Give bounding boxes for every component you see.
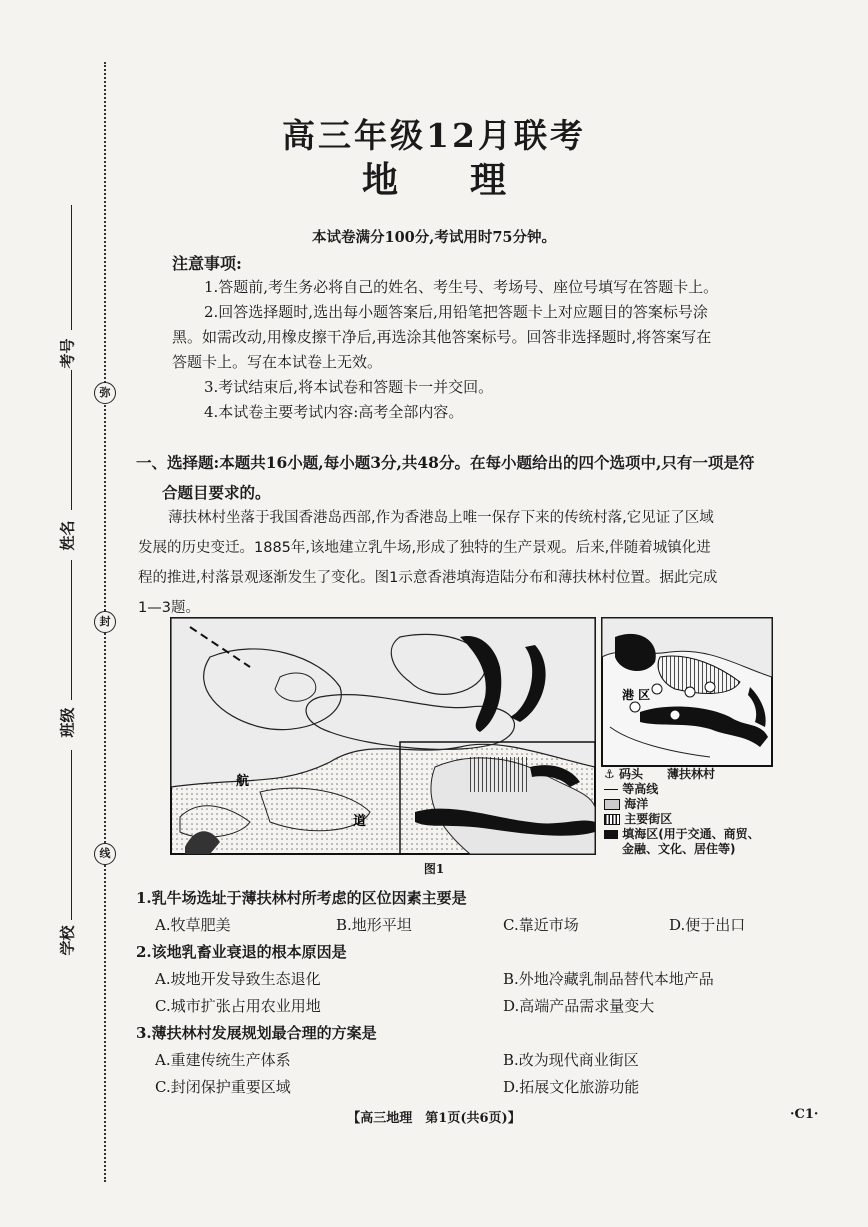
legend-reclaim <box>604 827 760 842</box>
option: B.外地冷藏乳制品替代本地产品 <box>503 970 714 988</box>
option: A.重建传统生产体系 <box>155 1051 291 1069</box>
option: D.拓展文化旅游功能 <box>503 1078 640 1096</box>
map-label-dao: 道 <box>353 814 367 829</box>
passage-line: 发展的历史变迁。1885年,该地建立乳牛场,形成了独特的生产景观。后来,伴随着城镇化进 <box>138 540 711 556</box>
paper-code: ·C1· <box>790 1107 819 1122</box>
passage-line: 1—3题。 <box>138 600 200 616</box>
section-line: 合题目要求的。 <box>162 483 271 502</box>
question-stem: 1.乳牛场选址于薄扶林村所考虑的区位因素主要是 <box>136 889 467 907</box>
seal-mi: 弥 <box>94 382 116 404</box>
notice-item: 4.本试卷主要考试内容:高考全部内容。 <box>204 403 464 421</box>
legend-street <box>604 812 760 827</box>
seal-feng: 封 <box>94 611 116 633</box>
street-symbol <box>604 814 620 825</box>
figure-caption: 图1 <box>423 862 445 876</box>
label-name: 姓名 <box>58 520 77 551</box>
section-line: 一、选择题:本题共16小题,每小题3分,共48分。在每小题给出的四个选项中,只有一项是符 <box>136 453 755 472</box>
notice-item: 3.考试结束后,将本试卷和答题卡一并交回。 <box>204 378 494 396</box>
option: B.地形平坦 <box>336 916 412 934</box>
notice-item: 答题卡上。写在本试卷上无效。 <box>172 353 383 371</box>
legend-reclaim-label: 填海区(用于交通、商贸、 <box>622 827 760 841</box>
pier-icon <box>685 687 695 697</box>
passage <box>138 503 818 623</box>
pier-icon <box>652 684 662 694</box>
exam-title: 高三年级12月联考 <box>282 116 586 155</box>
legend-street-label: 主要街区 <box>624 812 673 826</box>
legend-ocean-label: 海洋 <box>624 797 649 811</box>
map-label-gangqu: 港 区 <box>622 688 651 702</box>
option: D.高端产品需求量变大 <box>503 997 655 1015</box>
line-school <box>71 750 72 920</box>
legend-contour <box>604 782 760 797</box>
reclaim-symbol <box>604 830 618 839</box>
label-examno: 考号 <box>58 338 77 369</box>
label-class: 班级 <box>58 707 77 738</box>
legend-contour-label: 等高线 <box>622 782 659 796</box>
option: C.封闭保护重要区域 <box>155 1078 291 1096</box>
exam-info: 本试卷满分100分,考试用时75分钟。 <box>312 229 556 246</box>
passage-line: 程的推进,村落景观逐渐发生了变化。图1示意香港填海造陆分布和薄扶林村位置。据此完成 <box>138 570 718 586</box>
option: A.坡地开发导致生态退化 <box>155 970 321 988</box>
option: C.城市扩张占用农业用地 <box>155 997 321 1015</box>
line-examno <box>71 205 72 330</box>
ocean-symbol <box>604 799 620 810</box>
notice-item: 1.答题前,考生务必将自己的姓名、考生号、考场号、座位号填写在答题卡上。 <box>204 278 719 296</box>
notice-heading: 注意事项: <box>172 254 242 273</box>
page-footer: 【高三地理 第1页(共6页)】 <box>347 1111 521 1126</box>
option: C.靠近市场 <box>503 916 579 934</box>
pier-icon <box>705 682 715 692</box>
pier-icon <box>670 710 680 720</box>
passage-line: 薄扶林村坐落于我国香港岛西部,作为香港岛上唯一保存下来的传统村落,它见证了区域 <box>168 510 714 526</box>
notice-item: 黑。如需改动,用橡皮擦干净后,再选涂其他答案标号。回答非选择题时,将答案写在 <box>172 328 712 346</box>
seal-xian: 线 <box>94 843 116 865</box>
street-area <box>470 757 530 792</box>
option: D.便于出口 <box>669 916 746 934</box>
legend-ocean <box>604 797 760 812</box>
legend-village-label: 薄扶林村 <box>666 767 715 781</box>
line-name <box>71 370 72 510</box>
line-class <box>71 560 72 700</box>
pier-icon <box>630 702 640 712</box>
contour-symbol <box>604 789 618 790</box>
section-heading <box>136 448 816 508</box>
legend-pier <box>604 767 760 782</box>
pier-icon: ⚓ <box>604 767 615 781</box>
option: A.牧草肥美 <box>155 916 231 934</box>
legend-pier-label: 码头 <box>618 767 643 781</box>
option: B.改为现代商业街区 <box>503 1051 639 1069</box>
label-school: 学校 <box>58 925 77 956</box>
legend-reclaim-label-2: 金融、文化、居住等) <box>622 842 736 856</box>
notice-item: 2.回答选择题时,选出每小题答案后,用铅笔把答题卡上对应题目的答案标号涂 <box>204 303 708 321</box>
map-label-hang: 航 <box>236 774 250 789</box>
question-stem: 3.薄扶林村发展规划最合理的方案是 <box>136 1024 377 1042</box>
question-stem: 2.该地乳畜业衰退的根本原因是 <box>136 943 347 961</box>
subject-title: 地 理 <box>361 159 506 201</box>
legend <box>604 767 760 857</box>
